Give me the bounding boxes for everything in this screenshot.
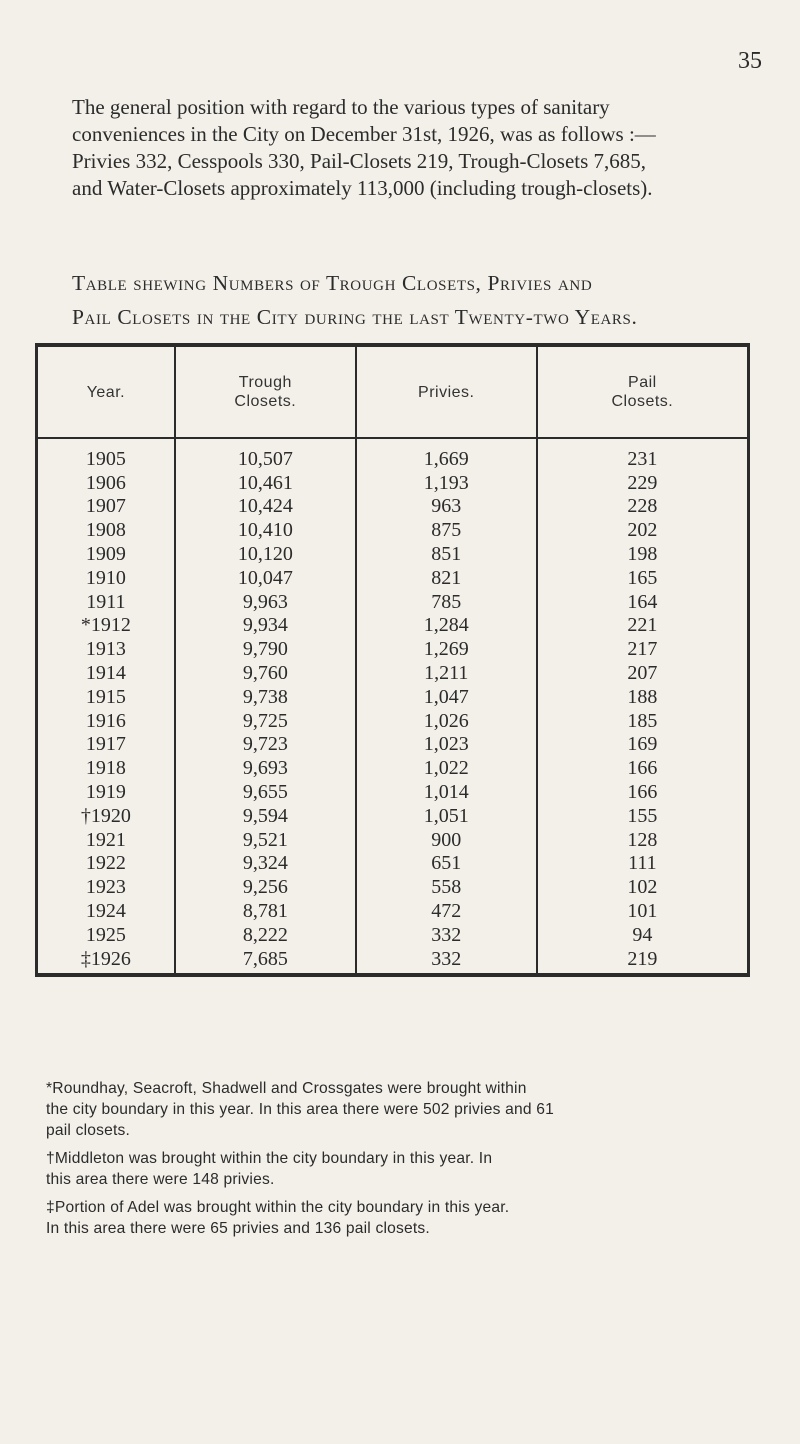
cell-trough: 9,963: [175, 590, 356, 614]
cell-trough: 10,424: [175, 495, 356, 519]
cell-pail: 94: [537, 923, 749, 947]
table-body: [37, 438, 749, 975]
table-caption-line: Table shewing Numbers of Trough Closets, Privies and: [72, 271, 593, 295]
cell-trough: 9,760: [175, 661, 356, 685]
cell-privies: 875: [356, 518, 537, 542]
table-header-row: [37, 345, 749, 438]
footnote-roundhay: *Roundhay, Seacroft, Shadwell and Crossgates were brought within the city boundary in this year. In this area there were 502 privies and 61 pail closets.: [46, 1080, 555, 1139]
cell-pail: 188: [537, 685, 749, 709]
cell-trough: 7,685: [175, 947, 356, 975]
cell-privies: 821: [356, 566, 537, 590]
intro-line: conveniences in the City on December 31st, 1926, was as follows :—: [72, 122, 656, 146]
cell-year: ‡1926: [80, 947, 131, 970]
cell-privies: 1,026: [356, 709, 537, 733]
cell-privies: 332: [356, 923, 537, 947]
cell-year: 1922: [85, 852, 126, 875]
cell-year: 1911: [86, 590, 126, 613]
cell-pail: 231: [537, 438, 749, 471]
cell-trough: 9,934: [175, 614, 356, 638]
footnote-middleton: †Middleton was brought within the city boundary in this year. In this area there were 148 privies.: [46, 1150, 493, 1188]
table-row: [37, 756, 749, 780]
cell-year: 1906: [85, 471, 126, 494]
cell-trough: 9,655: [175, 780, 356, 804]
cell-year: 1908: [85, 519, 126, 542]
table-row: [37, 518, 749, 542]
table-row: [37, 637, 749, 661]
cell-privies: 1,022: [356, 756, 537, 780]
table-row: [37, 495, 749, 519]
cell-privies: 851: [356, 542, 537, 566]
table-row: [37, 471, 749, 495]
cell-pail: 207: [537, 661, 749, 685]
cell-year: 1914: [85, 662, 126, 685]
cell-year: †1920: [80, 804, 131, 827]
cell-trough: 9,594: [175, 804, 356, 828]
table-row: [37, 899, 749, 923]
table-row: [37, 438, 749, 471]
cell-year: 1915: [85, 685, 126, 708]
cell-trough: 10,120: [175, 542, 356, 566]
cell-pail: 155: [537, 804, 749, 828]
cell-privies: 1,269: [356, 637, 537, 661]
table-row: [37, 852, 749, 876]
cell-trough: 9,256: [175, 875, 356, 899]
cell-pail: 164: [537, 590, 749, 614]
header-pail-closets: Pail Closets.: [537, 345, 749, 438]
cell-pail: 198: [537, 542, 749, 566]
cell-year: 1917: [85, 733, 126, 756]
cell-pail: 101: [537, 899, 749, 923]
cell-pail: 166: [537, 756, 749, 780]
cell-trough: 9,725: [175, 709, 356, 733]
cell-pail: 128: [537, 828, 749, 852]
header-privies: Privies.: [356, 345, 537, 438]
cell-trough: 10,047: [175, 566, 356, 590]
footnote-adel: ‡Portion of Adel was brought within the city boundary in this year. In this area there were 65 privies and 136 pail closets.: [46, 1199, 510, 1237]
table-row: [37, 590, 749, 614]
table-row: [37, 614, 749, 638]
cell-year: 1924: [85, 900, 126, 923]
table-caption: [72, 266, 742, 334]
cell-pail: 166: [537, 780, 749, 804]
table-row: [37, 947, 749, 975]
cell-year: 1905: [85, 447, 126, 470]
cell-trough: 10,507: [175, 438, 356, 471]
cell-privies: 963: [356, 495, 537, 519]
cell-pail: 185: [537, 709, 749, 733]
cell-year: 1919: [85, 781, 126, 804]
cell-privies: 785: [356, 590, 537, 614]
cell-pail: 219: [537, 947, 749, 975]
cell-pail: 169: [537, 733, 749, 757]
cell-privies: 1,051: [356, 804, 537, 828]
table-row: [37, 828, 749, 852]
header-year: Year.: [37, 345, 175, 438]
cell-trough: 10,461: [175, 471, 356, 495]
cell-trough: 9,521: [175, 828, 356, 852]
cell-privies: 1,023: [356, 733, 537, 757]
table-row: [37, 566, 749, 590]
cell-privies: 1,284: [356, 614, 537, 638]
cell-trough: 9,738: [175, 685, 356, 709]
cell-pail: 217: [537, 637, 749, 661]
cell-privies: 1,014: [356, 780, 537, 804]
header-trough-closets: Trough Closets.: [175, 345, 356, 438]
table-row: [37, 661, 749, 685]
cell-privies: 1,669: [356, 438, 537, 471]
cell-pail: 229: [537, 471, 749, 495]
cell-trough: 8,222: [175, 923, 356, 947]
table-row: [37, 685, 749, 709]
table-row: [37, 542, 749, 566]
cell-pail: 221: [537, 614, 749, 638]
cell-privies: 651: [356, 852, 537, 876]
table-row: [37, 923, 749, 947]
cell-year: 1921: [85, 828, 126, 851]
cell-trough: 8,781: [175, 899, 356, 923]
cell-privies: 558: [356, 875, 537, 899]
cell-year: 1913: [85, 638, 126, 661]
cell-year: 1918: [85, 757, 126, 780]
table-caption-line: Pail Closets in the City during the last Twenty-two Years.: [72, 305, 638, 329]
intro-line: The general position with regard to the various types of sanitary: [72, 95, 610, 119]
cell-privies: 1,211: [356, 661, 537, 685]
cell-trough: 9,324: [175, 852, 356, 876]
intro-line: and Water-Closets approximately 113,000 (including trough-closets).: [72, 176, 653, 200]
cell-privies: 1,193: [356, 471, 537, 495]
footnotes: [36, 1078, 741, 1246]
cell-trough: 10,410: [175, 518, 356, 542]
cell-year: 1907: [85, 495, 126, 518]
cell-trough: 9,790: [175, 637, 356, 661]
cell-pail: 102: [537, 875, 749, 899]
table-row: [37, 709, 749, 733]
cell-privies: 472: [356, 899, 537, 923]
cell-trough: 9,723: [175, 733, 356, 757]
cell-pail: 165: [537, 566, 749, 590]
table-row: [37, 733, 749, 757]
cell-pail: 111: [537, 852, 749, 876]
table-row: [37, 875, 749, 899]
cell-year: 1923: [85, 876, 126, 899]
intro-line: Privies 332, Cesspools 330, Pail-Closets 219, Trough-Closets 7,685,: [72, 149, 647, 173]
cell-pail: 228: [537, 495, 749, 519]
table-row: [37, 804, 749, 828]
cell-privies: 332: [356, 947, 537, 975]
intro-paragraph: [72, 94, 742, 202]
sanitary-table: [35, 343, 750, 977]
cell-privies: 900: [356, 828, 537, 852]
cell-privies: 1,047: [356, 685, 537, 709]
cell-pail: 202: [537, 518, 749, 542]
table-row: [37, 780, 749, 804]
page-number: 35: [738, 48, 762, 74]
cell-year: 1909: [85, 543, 126, 566]
cell-year: *1912: [80, 614, 131, 637]
cell-year: 1925: [85, 923, 126, 946]
cell-year: 1916: [85, 709, 126, 732]
cell-year: 1910: [85, 566, 126, 589]
cell-trough: 9,693: [175, 756, 356, 780]
